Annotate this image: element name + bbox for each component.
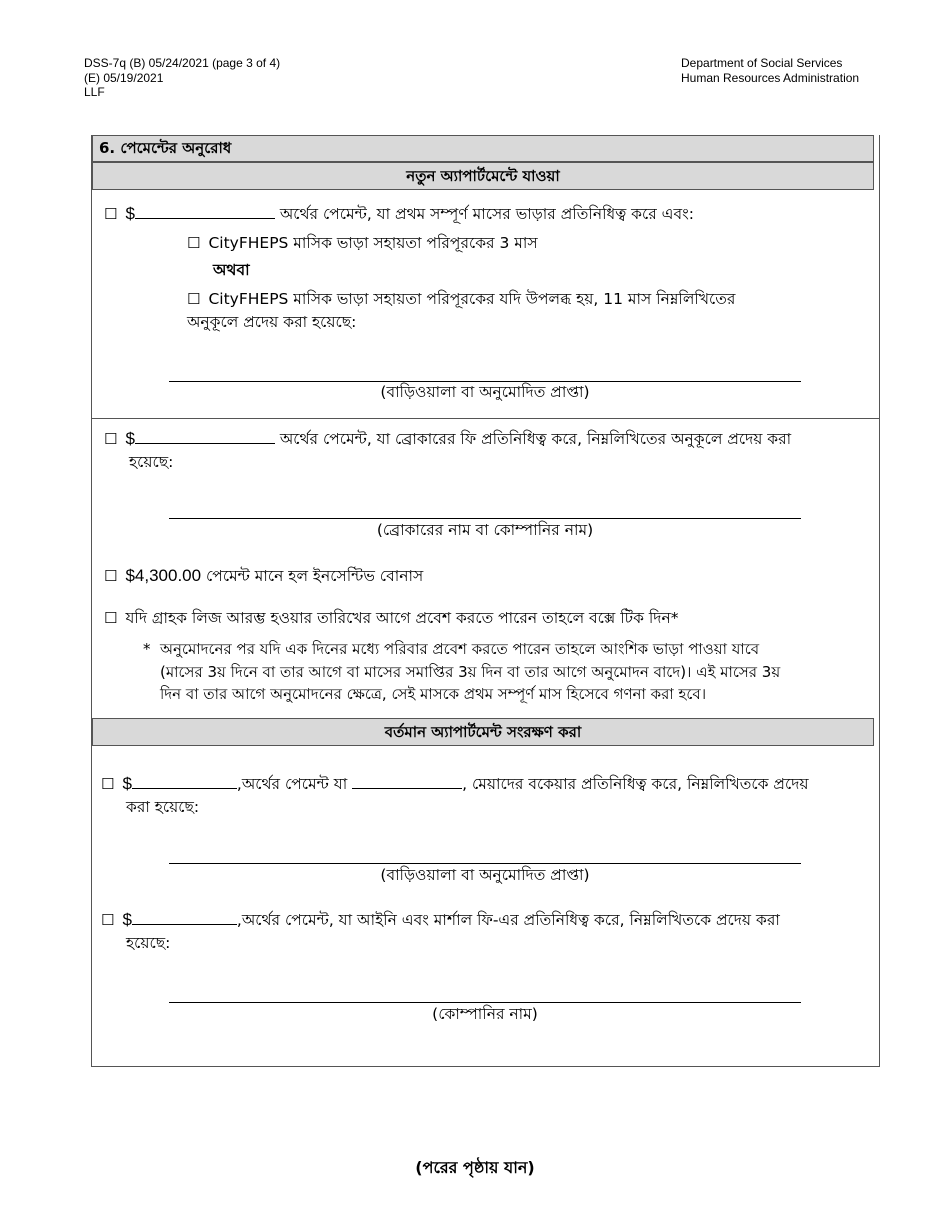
move-heading: নতুন অ্যাপার্টমেন্টে যাওয়া: [92, 162, 874, 190]
broker-fee-row: [104, 427, 874, 474]
note-asterisk: *: [143, 640, 151, 658]
form-id-block: [84, 56, 280, 100]
option-3-months-row: [187, 232, 877, 255]
incentive-bonus-row: [104, 564, 874, 588]
note-line-3: দিন বা তার আগে অনুমোদনের ক্ষেত্রে, সেই মাসকে প্রথম সম্পূর্ণ মাস হিসেবে গণনা করা হবে।: [160, 685, 707, 703]
broker-fee-checkbox[interactable]: ☐: [104, 430, 118, 448]
form-id: DSS-7q (B) 05/24/2021 (page 3 of 4): [84, 56, 281, 70]
note-line-1: অনুমোদনের পর যদি এক দিনের মধ্যে পরিবার প্রবেশ করতে পারেন তাহলে আংশিক ভাড়া পাওয়া যাবে: [160, 640, 760, 658]
agency-department: Department of Social Services: [681, 56, 843, 70]
legal-fee-text-1: ,অর্থের পেমেন্ট, যা আইনি এবং মার্শাল ফি-এর প্রতিনিধিত্ব করে, নিম্নলিখিতকে প্রদেয় করা: [236, 911, 780, 929]
early-move-row: [104, 607, 874, 630]
arrears-row: [101, 772, 873, 819]
first-month-checkbox[interactable]: ☐: [104, 205, 118, 223]
option-11-months-text-1: CityFHEPS মাসিক ভাড়া সহায়তা পরিপূরকের যদি উপলব্ধ হয়, 11 মাস নিম্নলিখিতের: [208, 290, 736, 308]
agency-administration: Human Resources Administration: [681, 70, 860, 85]
early-move-checkbox[interactable]: ☐: [104, 609, 118, 627]
broker-fee-text-1: অর্থের পেমেন্ট, যা ব্রোকারের ফি প্রতিনিধিত্ব করে, নিম্নলিখিতের অনুকূলে প্রদেয় করা: [274, 430, 792, 448]
arrears-amount-field[interactable]: [132, 772, 237, 789]
incentive-bonus-amount: $4,300.00: [125, 566, 202, 585]
broker-fee-amount-field[interactable]: [135, 427, 275, 444]
arrears-dollar: $: [122, 774, 132, 793]
broker-fee-dollar: $: [125, 429, 135, 448]
arrears-checkbox[interactable]: ☐: [101, 775, 115, 793]
divider: [92, 418, 879, 419]
option-11-months-checkbox[interactable]: ☐: [187, 290, 201, 308]
option-3-months-checkbox[interactable]: ☐: [187, 234, 201, 252]
arrears-text-2: করা হয়েছে:: [126, 798, 200, 816]
or-label: অথবা: [213, 261, 250, 279]
keep-heading: বর্তমান অ্যাপার্টমেন্ট সংরক্ষণ করা: [92, 718, 874, 746]
first-month-row: [104, 202, 874, 226]
section-title: 6. পেমেন্টের অনুরোধ: [92, 135, 874, 162]
keep-landlord-caption: (বাড়িওয়ালা বা অনুমোদিত প্রাপ্তা): [380, 866, 590, 884]
partial-rent-note: [143, 638, 873, 706]
first-month-amount-field[interactable]: [135, 202, 275, 219]
form-edition: (E) 05/19/2021: [84, 70, 164, 85]
legal-fee-text-2: হয়েছে:: [126, 934, 171, 952]
payment-request-form: [91, 135, 880, 1067]
option-3-months-text: CityFHEPS মাসিক ভাড়া সহায়তা পরিপূরকের 3 মাস: [208, 234, 538, 252]
form-code: LLF: [84, 85, 105, 99]
arrears-period-field[interactable]: [352, 772, 462, 789]
continue-next-page: (পরের পৃষ্ঠায় যান): [415, 1158, 535, 1177]
legal-fee-amount-field[interactable]: [132, 908, 237, 925]
first-month-dollar: $: [125, 204, 135, 223]
landlord-caption: (বাড়িওয়ালা বা অনুমোদিত প্রাপ্তা): [380, 383, 590, 401]
option-11-months-text-2: অনুকূলে প্রদেয় করা হয়েছে:: [187, 313, 357, 331]
company-caption: (কোম্পানির নাম): [432, 1005, 538, 1023]
incentive-bonus-checkbox[interactable]: ☐: [104, 567, 118, 585]
broker-caption: (ব্রোকারের নাম বা কোম্পানির নাম): [376, 521, 594, 539]
arrears-mid-text: ,অর্থের পেমেন্ট যা: [236, 775, 353, 793]
legal-fee-checkbox[interactable]: ☐: [101, 911, 115, 929]
legal-fee-row: [101, 908, 873, 955]
agency-block: [681, 56, 859, 85]
early-move-text: যদি গ্রাহক লিজ আরম্ভ হওয়ার তারিখের আগে প্রবেশ করতে পারেন তাহলে বক্সে টিক দিন*: [125, 609, 679, 627]
first-month-text: অর্থের পেমেন্ট, যা প্রথম সম্পূর্ণ মাসের ভাড়ার প্রতিনিধিত্ব করে এবং:: [274, 205, 694, 223]
incentive-bonus-text: পেমেন্ট মানে হল ইনসেন্টিভ বোনাস: [201, 567, 424, 585]
note-line-2: (মাসের 3য় দিনে বা তার আগে বা মাসের সমাপ্তির 3য় দিন বা তার আগে অনুমোদন বাদে)। এই মাসের 3য়: [160, 662, 781, 681]
option-11-months-row: [187, 288, 877, 334]
broker-fee-text-2: হয়েছে:: [129, 453, 174, 471]
arrears-text-1: , মেয়াদের বকেয়ার প্রতিনিধিত্ব করে, নিম্নলিখিতকে প্রদেয়: [462, 775, 809, 793]
legal-fee-dollar: $: [122, 910, 132, 929]
